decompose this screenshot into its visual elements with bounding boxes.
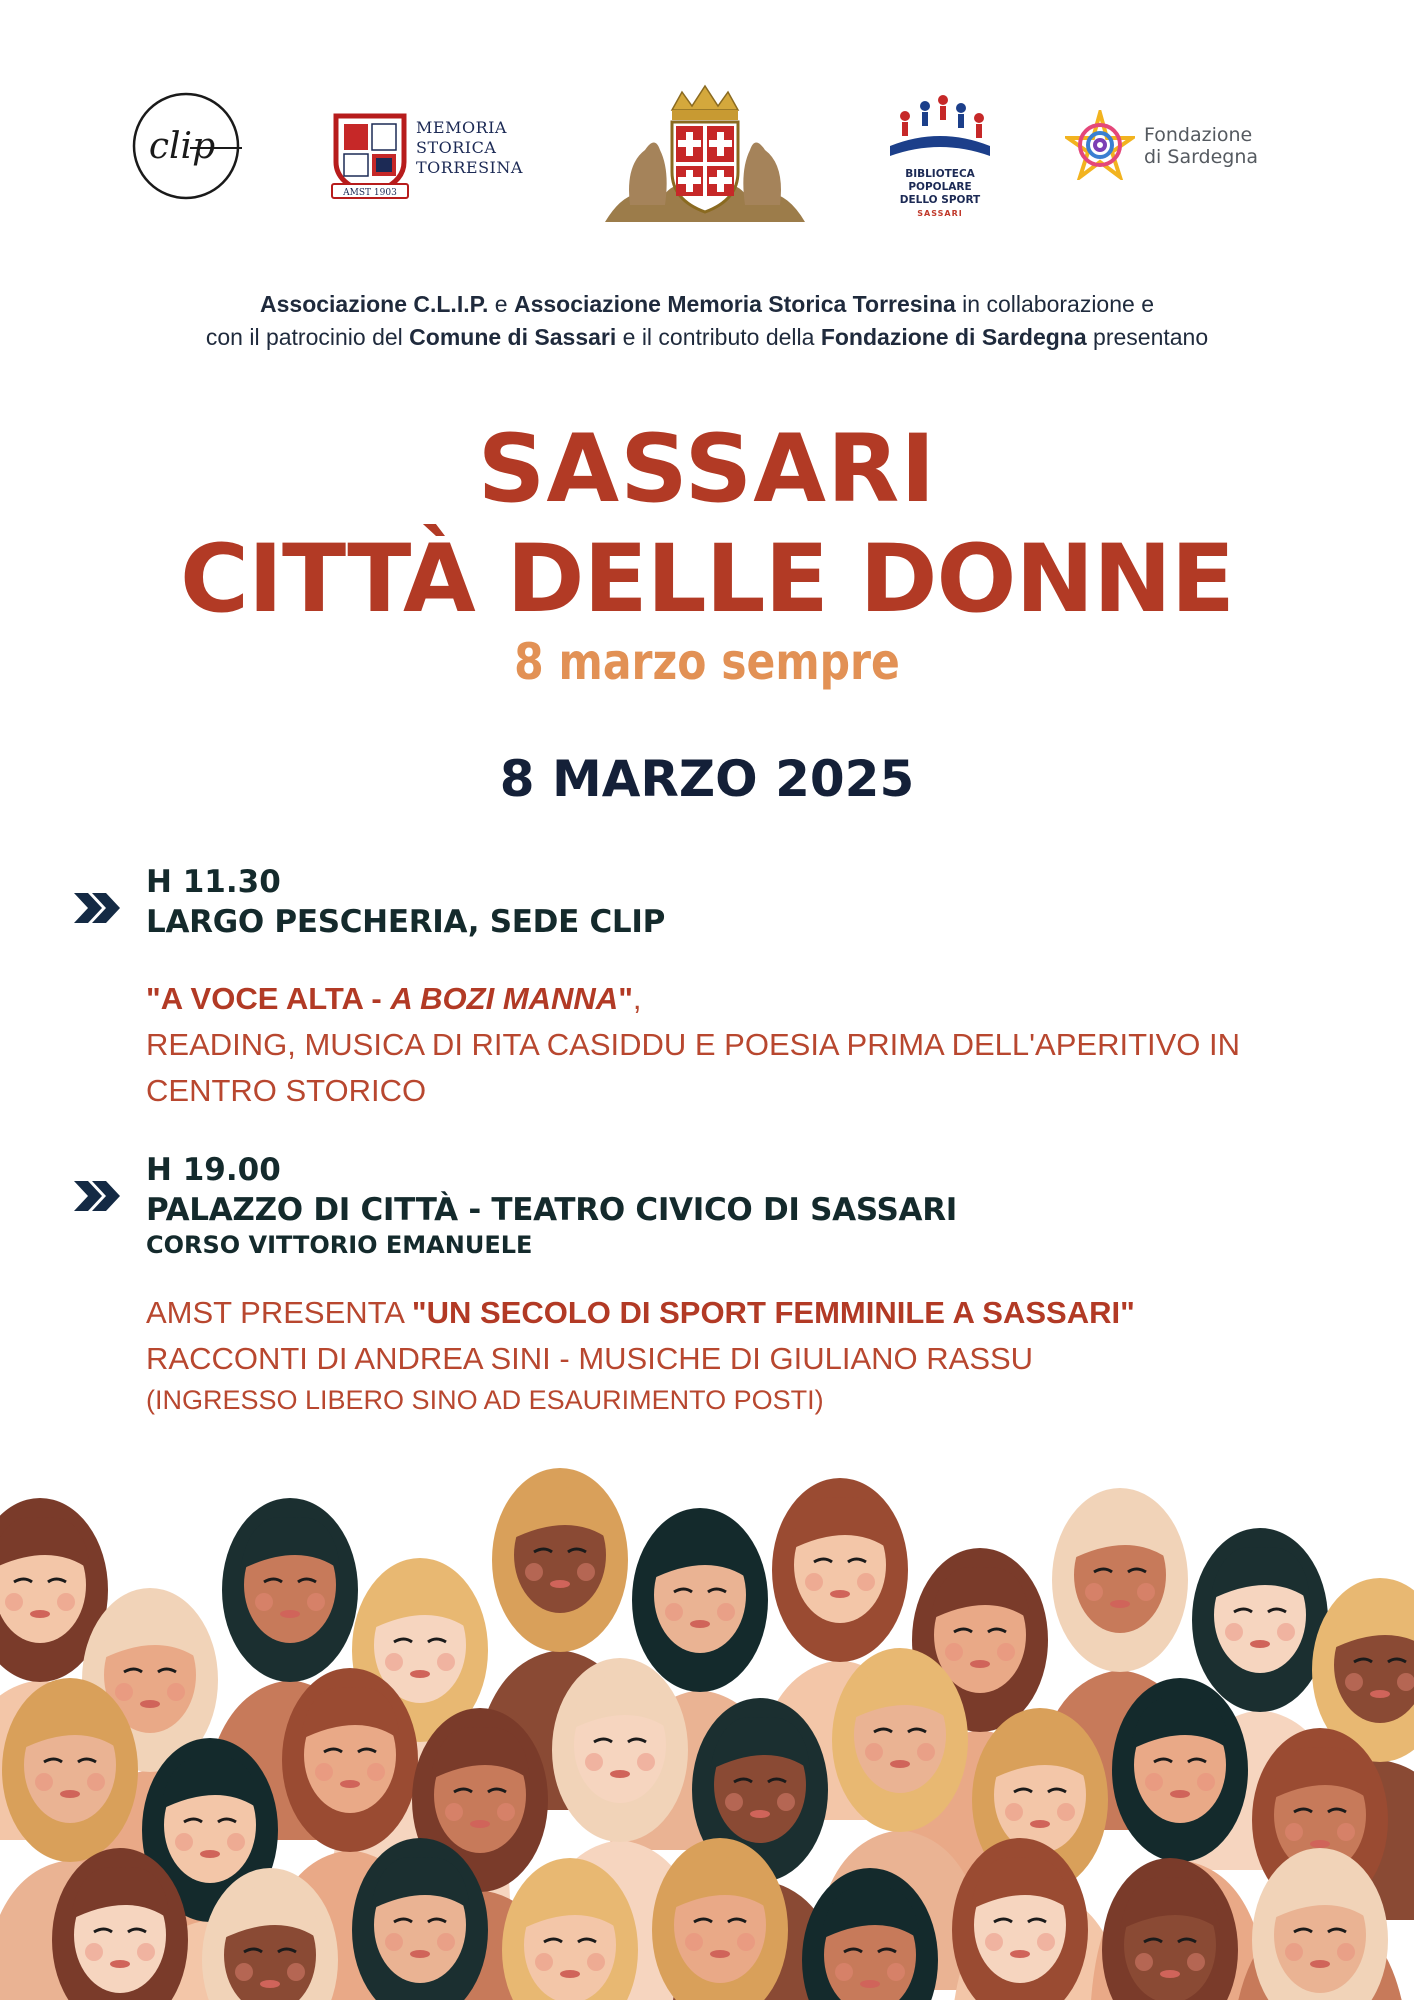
intro-line-1 xyxy=(60,288,1354,321)
intro-patrocinio: con il patrocinio del xyxy=(205,324,410,350)
title-line-2: CITTÀ DELLE DONNE xyxy=(180,525,1234,634)
woman-figure xyxy=(1080,1858,1260,2000)
event-2-presenta: AMST PRESENTA xyxy=(146,1295,412,1330)
event-2-desc-line-2: RACCONTI DI ANDREA SINI - MUSICHE DI GIULIANO RASSU xyxy=(146,1341,1034,1376)
page-subtitle: 8 marzo sempre xyxy=(514,633,900,691)
comune-sassari-crest xyxy=(600,80,810,230)
event-1-desc-line-1 xyxy=(146,976,1366,1022)
event-1-title-c: " xyxy=(618,981,633,1016)
double-chevron-icon xyxy=(72,890,122,926)
sport-figures-icon xyxy=(875,86,1005,166)
event-2-body xyxy=(146,1150,1366,1418)
double-chevron-icon xyxy=(72,1178,122,1214)
event-2-place: PALAZZO DI CITTÀ - TEATRO CIVICO DI SASSARI xyxy=(146,1192,958,1228)
clip-logo-text: clip xyxy=(148,126,216,167)
event-2-desc-line-3: (INGRESSO LIBERO SINO AD ESAURIMENTO POSTI) xyxy=(146,1385,824,1415)
clip-logo xyxy=(130,90,242,202)
event-1-title-a: "A VOCE ALTA - xyxy=(146,981,391,1016)
intro-fondazione: Fondazione di Sardegna xyxy=(820,324,1087,350)
event-2-description xyxy=(146,1290,1366,1418)
event-2-address: CORSO VITTORIO EMANUELE xyxy=(146,1231,533,1259)
biblioteca-line-1: BIBLIOTECA POPOLARE xyxy=(905,168,975,193)
event-date: 8 MARZO 2025 xyxy=(499,750,915,808)
intro-collab: in collaborazione e xyxy=(955,291,1154,317)
event-1-body xyxy=(146,862,1366,1114)
title-line-1: SASSARI xyxy=(477,415,937,524)
memoria-line-1: MEMORIA xyxy=(416,118,507,137)
intro-line-2 xyxy=(60,321,1354,354)
intro-contributo: e il contributo della xyxy=(616,324,821,350)
intro-amst: Associazione Memoria Storica Torresina xyxy=(513,291,956,317)
memoria-line-3: TORRESINA xyxy=(416,158,523,177)
event-1-place: LARGO PESCHERIA, SEDE CLIP xyxy=(146,904,666,940)
fondazione-star-icon xyxy=(1065,110,1135,180)
event-2-title: "UN SECOLO DI SPORT FEMMINILE A SASSARI" xyxy=(411,1295,1135,1330)
event-2-time: H 19.00 xyxy=(146,1152,281,1188)
fondazione-sardegna-logo xyxy=(1065,110,1275,190)
event-1-title-b: A BOZI MANNA xyxy=(390,981,619,1016)
intro-presentano: presentano xyxy=(1086,324,1209,350)
fondazione-line-2: di Sardegna xyxy=(1144,146,1259,168)
intro-e: e xyxy=(488,291,514,317)
city-crest-icon xyxy=(600,80,810,230)
biblioteca-sport-logo xyxy=(875,86,1005,216)
intro-text xyxy=(60,288,1354,354)
biblioteca-city: SASSARI xyxy=(917,209,963,218)
page-title xyxy=(0,415,1414,635)
event-2-desc-line-1 xyxy=(146,1290,1366,1336)
intro-comune: Comune di Sassari xyxy=(409,324,617,350)
biblioteca-line-2: DELLO SPORT xyxy=(899,194,981,206)
fondazione-logo-text xyxy=(1144,124,1258,168)
biblioteca-logo-text xyxy=(875,168,1005,220)
memoria-shield-icon xyxy=(330,110,410,200)
event-1-description xyxy=(146,976,1366,1114)
crowd-of-women-illustration xyxy=(0,1460,1414,2000)
logo-row xyxy=(120,80,1300,240)
event-1-comma: , xyxy=(632,981,642,1016)
fondazione-line-1: Fondazione xyxy=(1144,124,1253,146)
memoria-badge-text: AMST 1903 xyxy=(343,188,397,198)
memoria-storica-logo xyxy=(330,110,530,200)
intro-clip: Associazione C.L.I.P. xyxy=(260,291,489,317)
event-1-desc-line-2: READING, MUSICA DI RITA CASIDDU E POESIA PRIMA DELL'APERITIVO IN xyxy=(146,1027,1241,1062)
event-1-time: H 11.30 xyxy=(146,864,281,900)
memoria-line-2: STORICA xyxy=(416,138,497,157)
event-1-desc-line-3: CENTRO STORICO xyxy=(146,1073,427,1108)
memoria-logo-text xyxy=(416,118,523,178)
